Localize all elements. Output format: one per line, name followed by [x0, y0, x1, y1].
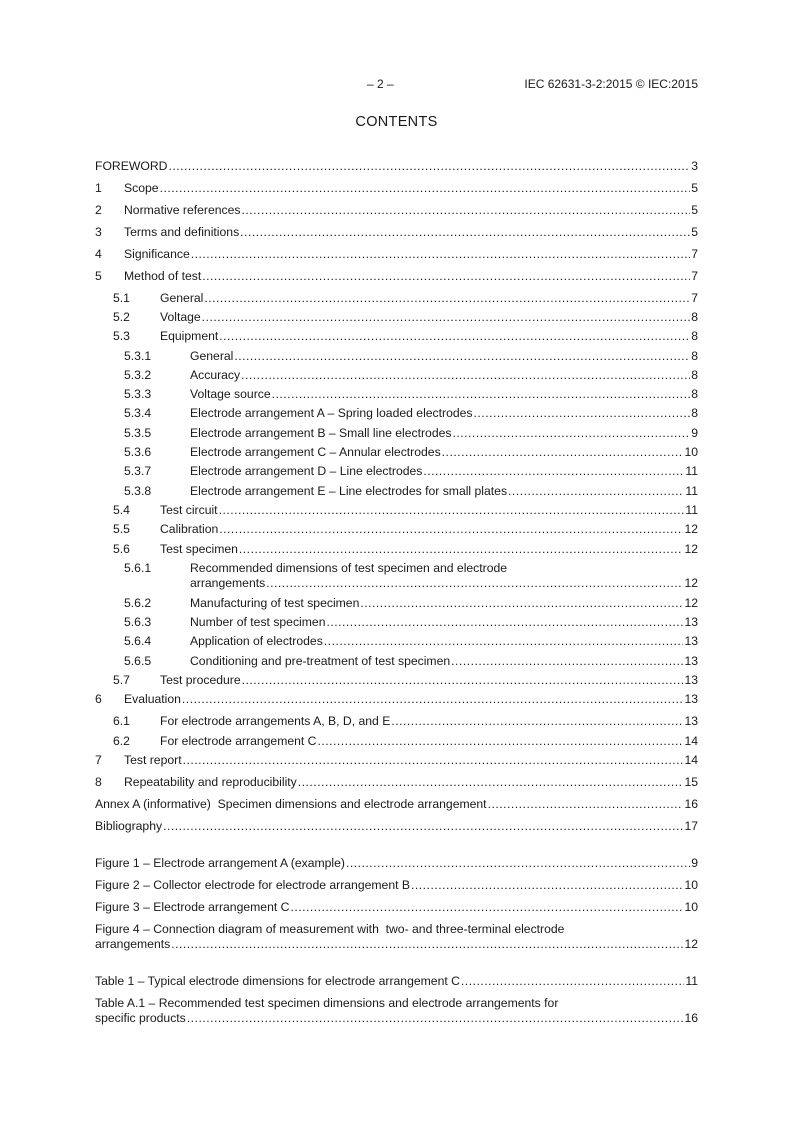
- toc-entry[interactable]: 5 Method of test ..... 7: [95, 269, 698, 284]
- toc-entry[interactable]: 5.6.4 Application of electrodes ..... 13: [95, 634, 698, 649]
- toc-entry[interactable]: 6.1 For electrode arrangements A, B, D, and E ..... 13: [95, 714, 698, 729]
- toc-entry[interactable]: 5.4 Test circuit ..... 11: [95, 503, 698, 518]
- toc-entry-bibliography[interactable]: Bibliography ..... 17: [95, 819, 698, 834]
- document-id: IEC 62631-3-2:2015 © IEC:2015: [524, 77, 698, 91]
- toc-entry[interactable]: 5.3.3 Voltage source ..... 8: [95, 387, 698, 402]
- toc-entry[interactable]: 5.3.2 Accuracy ..... 8: [95, 368, 698, 383]
- figure-list-entry[interactable]: Figure 4 – Connection diagram of measurement with two- and three-terminal electrode arrangements ..... 12: [95, 922, 698, 952]
- toc-entry[interactable]: 5.1 General ..... 7: [95, 291, 698, 306]
- toc-entry[interactable]: 5.6 Test specimen ..... 12: [95, 542, 698, 557]
- toc-entry[interactable]: 5.6.3 Number of test specimen ..... 13: [95, 615, 698, 630]
- toc-entry[interactable]: 5.5 Calibration ..... 12: [95, 522, 698, 537]
- toc-entry[interactable]: 5.3.7 Electrode arrangement D – Line electrodes ..... 11: [95, 464, 698, 479]
- page-number: – 2 –: [367, 77, 394, 91]
- toc-entry[interactable]: 5.3.6 Electrode arrangement C – Annular electrodes ..... 10: [95, 445, 698, 460]
- table-list-entry[interactable]: Table 1 – Typical electrode dimensions for electrode arrangement C ..... 11: [95, 974, 698, 989]
- toc-entry[interactable]: 5.6.2 Manufacturing of test specimen ..... 12: [95, 596, 698, 611]
- toc-entry[interactable]: 5.6.1 Recommended dimensions of test specimen and electrode arrangements ..... 12: [95, 561, 698, 591]
- toc-entry[interactable]: 2 Normative references ..... 5: [95, 203, 698, 218]
- toc-entry[interactable]: 3 Terms and definitions ..... 5: [95, 225, 698, 240]
- toc-entry[interactable]: 5.3.5 Electrode arrangement B – Small line electrodes ..... 9: [95, 426, 698, 441]
- toc-entry[interactable]: 7 Test report ..... 14: [95, 753, 698, 768]
- toc-entry-annex-a[interactable]: Annex A (informative) Specimen dimensions and electrode arrangement ..... 16: [95, 797, 698, 812]
- contents-title: CONTENTS: [355, 114, 438, 130]
- table-list-entry[interactable]: Table A.1 – Recommended test specimen dimensions and electrode arrangements for specific products ..... 16: [95, 996, 698, 1026]
- figure-list-entry[interactable]: Figure 1 – Electrode arrangement A (example) ..... 9: [95, 856, 698, 871]
- toc-entry[interactable]: 5.3.8 Electrode arrangement E – Line electrodes for small plates ..... 11: [95, 484, 698, 499]
- toc-entry-foreword[interactable]: FOREWORD ..... 3: [95, 159, 698, 174]
- toc-entry[interactable]: 5.3.4 Electrode arrangement A – Spring loaded electrodes ..... 8: [95, 406, 698, 421]
- figure-list-entry[interactable]: Figure 2 – Collector electrode for electrode arrangement B ..... 10: [95, 878, 698, 893]
- toc-entry[interactable]: 1 Scope ..... 5: [95, 181, 698, 196]
- toc-entry[interactable]: 5.6.5 Conditioning and pre-treatment of test specimen ..... 13: [95, 654, 698, 669]
- toc-entry[interactable]: 5.3.1 General ..... 8: [95, 349, 698, 364]
- toc-entry[interactable]: 6 Evaluation ..... 13: [95, 692, 698, 707]
- toc-entry[interactable]: 8 Repeatability and reproducibility ..... 15: [95, 775, 698, 790]
- toc-entry[interactable]: 5.7 Test procedure ..... 13: [95, 673, 698, 688]
- page-header: [0, 77, 793, 93]
- toc-entry[interactable]: 5.2 Voltage ..... 8: [95, 310, 698, 325]
- toc-entry[interactable]: 5.3 Equipment ..... 8: [95, 329, 698, 344]
- toc-entry[interactable]: 4 Significance ..... 7: [95, 247, 698, 262]
- figure-list-entry[interactable]: Figure 3 – Electrode arrangement C ..... 10: [95, 900, 698, 915]
- toc-entry[interactable]: 6.2 For electrode arrangement C ..... 14: [95, 734, 698, 749]
